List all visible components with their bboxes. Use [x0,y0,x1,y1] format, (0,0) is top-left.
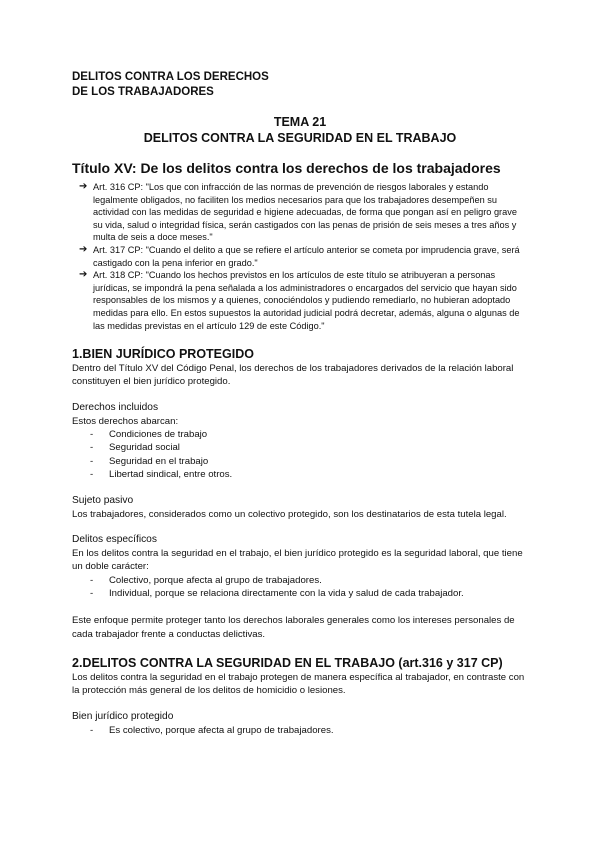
bien-list [72,724,528,737]
section-2-intro: Los delitos contra la seguridad en el trabajo protegen de manera específica al trabajador, en contraste con la protección más general de los delitos de homicidio o lesiones. [72,671,525,697]
sujeto-label: Sujeto pasivo [72,494,134,506]
section-1-heading: 1.BIEN JURÍDICO PROTEGIDO [72,347,254,362]
article-item: ➔ Art. 318 CP: "Cuando los hechos previstos en los artículos de este título se atribuyeran a personas jurídicas, se impondrá la pena señalada a los administradores o encargados del servicio que hayan sido responsables de los mismos y a quienes, conociéndolos y pudiendo remediarlo, no hubieran adoptado medidas para ello. En estos supuestos la autoridad judicial podrá decretar, además, alguna o algunas de las medidas previstas en el artículo 129 de este Código." [79,269,520,331]
arrow-icon: ➔ [79,269,88,281]
arrow-icon: ➔ [79,181,88,192]
list-item: - Es colectivo, porque afecta al grupo de trabajadores. [90,724,334,736]
document-page [72,70,528,737]
tema-title: DELITOS CONTRA LA SEGURIDAD EN EL TRABAJO [143,131,457,145]
derechos-intro: Estos derechos abarcan: [72,415,179,427]
article-item: ➔ Art. 317 CP: "Cuando el delito a que se refiere el artículo anterior se cometa por imprudencia grave, será castigado con la pena inferior en grado." [79,243,520,268]
header-line-1: DELITOS CONTRA LOS DERECHOS [72,71,269,83]
articles-list [72,181,528,332]
derechos-list [72,428,528,482]
derechos-label: Derechos incluidos [72,401,159,413]
tema-number: TEMA 21 [273,115,327,129]
arrow-icon: ➔ [79,243,88,255]
titulo-xv-heading: Título XV: De los delitos contra los derechos de los trabajadores [72,160,501,176]
delitos-label: Delitos específicos [72,533,157,545]
list-item: - Seguridad en el trabajo [90,455,209,467]
section-2-heading: 2.DELITOS CONTRA LA SEGURIDAD EN EL TRABAJO (art.316 y 317 CP) [72,655,503,670]
section-1-intro: Dentro del Título XV del Código Penal, los derechos de los trabajadores derivados de la relación laboral constituyen el bien jurídico protegido. [72,363,514,388]
enfoque-text: Este enfoque permite proteger tanto los derechos laborales generales como los intereses personales de cada trabajador frente a conductas delictivas. [72,615,515,640]
delitos-text: En los delitos contra la seguridad en el trabajo, el bien jurídico protegido es la seguridad laboral, que tiene un doble carácter: [72,547,523,573]
list-item: - Condiciones de trabajo [90,429,208,441]
article-item: ➔ Art. 316 CP: "Los que con infracción de las normas de prevención de riesgos laborales y estando legalmente obligados, no faciliten los medios necesarios para que los trabajadores desempeñen su actividad con las medidas de seguridad e higiene adecuadas, de forma que pongan así en peligro grave su vida, salud o integridad física, serán castigados con las penas de prisión de seis meses a tres años y multa de seis a doce meses." [79,181,517,243]
list-item: - Seguridad social [90,442,180,454]
header-line-2: DE LOS TRABAJADORES [72,86,214,98]
list-item: - Libertad sindical, entre otros. [90,469,233,481]
bien-label: Bien jurídico protegido [72,710,174,722]
sujeto-text: Los trabajadores, considerados como un colectivo protegido, son los destinatarios de esta tutela legal. [72,508,507,520]
delitos-list [72,574,528,601]
list-item: - Colectivo, porque afecta al grupo de trabajadores. [90,574,322,586]
list-item: - Individual, porque se relaciona directamente con la vida y salud de cada trabajador. [90,587,464,599]
